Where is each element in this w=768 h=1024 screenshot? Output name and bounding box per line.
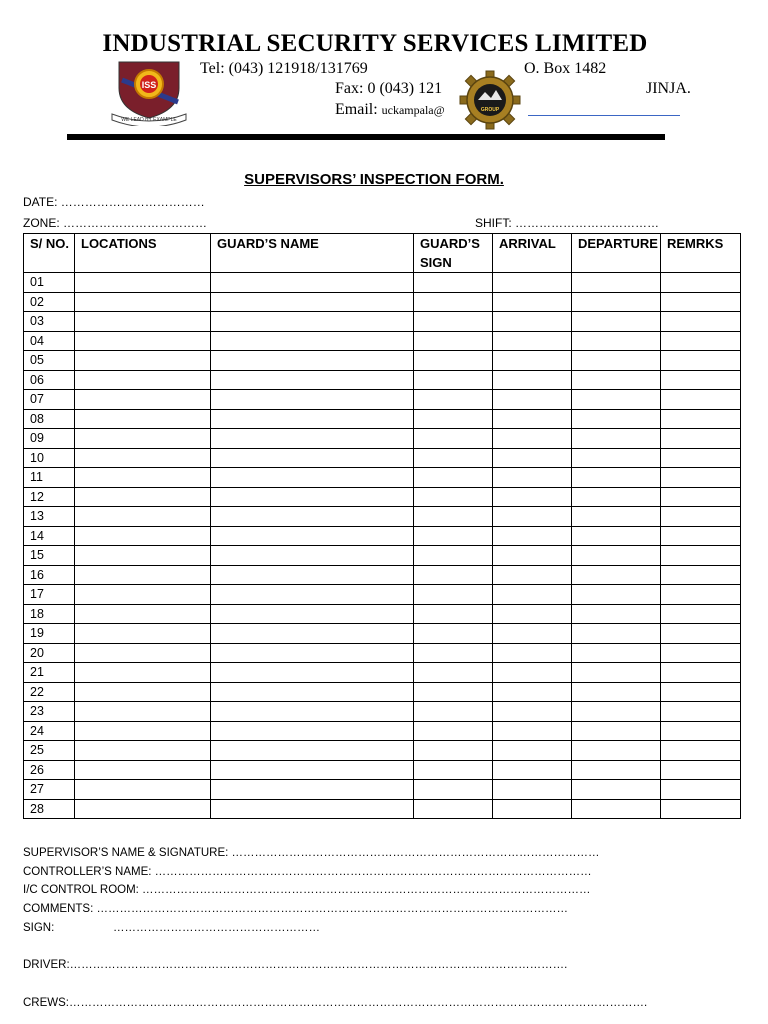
guard-name-cell[interactable]: [211, 604, 414, 624]
arrival-cell[interactable]: [493, 448, 572, 468]
supervisor-signature-line[interactable]: SUPERVISOR’S NAME & SIGNATURE: ……………………………………………………………………………………: [23, 847, 600, 859]
row-number: 04: [24, 331, 75, 351]
row-number: 12: [24, 487, 75, 507]
form-title: SUPERVISORS’ INSPECTION FORM.: [244, 171, 504, 188]
guard-sign-cell[interactable]: [414, 468, 493, 488]
row-number: 22: [24, 682, 75, 702]
arrival-cell[interactable]: [493, 702, 572, 722]
departure-cell[interactable]: [572, 370, 661, 390]
departure-cell[interactable]: [572, 565, 661, 585]
remarks-cell[interactable]: [661, 507, 741, 527]
guard-sign-cell[interactable]: [414, 507, 493, 527]
guard-name-cell[interactable]: [211, 565, 414, 585]
header-locations: LOCATIONS: [75, 234, 211, 273]
guard-name-cell[interactable]: [211, 390, 414, 410]
remarks-cell[interactable]: [661, 351, 741, 371]
email: [335, 101, 445, 119]
remarks-cell[interactable]: [661, 370, 741, 390]
location-cell[interactable]: [75, 526, 211, 546]
departure-cell[interactable]: [572, 273, 661, 293]
guard-name-cell[interactable]: [211, 760, 414, 780]
location-cell[interactable]: [75, 565, 211, 585]
group-logo: [458, 70, 522, 130]
departure-cell[interactable]: [572, 409, 661, 429]
guard-name-cell[interactable]: [211, 526, 414, 546]
arrival-cell[interactable]: [493, 487, 572, 507]
shift-field[interactable]: SHIFT: ………………………………: [475, 216, 660, 230]
departure-cell[interactable]: [572, 760, 661, 780]
row-number: 20: [24, 643, 75, 663]
guard-sign-cell[interactable]: [414, 721, 493, 741]
row-number: 06: [24, 370, 75, 390]
guard-sign-cell[interactable]: [414, 429, 493, 449]
arrival-cell[interactable]: [493, 370, 572, 390]
remarks-cell[interactable]: [661, 741, 741, 761]
departure-cell[interactable]: [572, 682, 661, 702]
arrival-cell[interactable]: [493, 546, 572, 566]
row-number: 08: [24, 409, 75, 429]
remarks-cell[interactable]: [661, 643, 741, 663]
guard-name-cell[interactable]: [211, 429, 414, 449]
guard-sign-cell[interactable]: [414, 780, 493, 800]
remarks-cell[interactable]: [661, 487, 741, 507]
location-cell[interactable]: [75, 624, 211, 644]
table-row: [24, 624, 741, 644]
guard-name-cell[interactable]: [211, 370, 414, 390]
departure-cell[interactable]: [572, 585, 661, 605]
row-number: 11: [24, 468, 75, 488]
location-cell[interactable]: [75, 546, 211, 566]
departure-cell[interactable]: [572, 624, 661, 644]
guard-name-cell[interactable]: [211, 741, 414, 761]
departure-cell[interactable]: [572, 741, 661, 761]
remarks-cell[interactable]: [661, 312, 741, 332]
guard-sign-cell[interactable]: [414, 682, 493, 702]
table-row: [24, 741, 741, 761]
departure-cell[interactable]: [572, 292, 661, 312]
arrival-cell[interactable]: [493, 312, 572, 332]
location-cell[interactable]: [75, 682, 211, 702]
header-departure: DEPARTURE: [572, 234, 661, 273]
guard-name-cell[interactable]: [211, 312, 414, 332]
departure-cell[interactable]: [572, 429, 661, 449]
row-number: 05: [24, 351, 75, 371]
table-row: [24, 390, 741, 410]
guard-name-cell[interactable]: [211, 468, 414, 488]
row-number: 17: [24, 585, 75, 605]
departure-cell[interactable]: [572, 721, 661, 741]
arrival-cell[interactable]: [493, 331, 572, 351]
remarks-cell[interactable]: [661, 780, 741, 800]
guard-name-cell[interactable]: [211, 682, 414, 702]
guard-sign-cell[interactable]: [414, 663, 493, 683]
location-cell[interactable]: [75, 331, 211, 351]
table-row: [24, 331, 741, 351]
location-cell[interactable]: [75, 760, 211, 780]
arrival-cell[interactable]: [493, 604, 572, 624]
guard-name-cell[interactable]: [211, 624, 414, 644]
arrival-cell[interactable]: [493, 351, 572, 371]
location-cell[interactable]: [75, 292, 211, 312]
table-body: [24, 273, 741, 819]
remarks-cell[interactable]: [661, 409, 741, 429]
remarks-cell[interactable]: [661, 390, 741, 410]
remarks-cell[interactable]: [661, 585, 741, 605]
table-row: [24, 721, 741, 741]
row-number: 03: [24, 312, 75, 332]
header-remarks: REMRKS: [661, 234, 741, 273]
location-cell[interactable]: [75, 273, 211, 293]
guard-sign-cell[interactable]: [414, 741, 493, 761]
arrival-cell[interactable]: [493, 682, 572, 702]
table-row: [24, 351, 741, 371]
guard-name-cell[interactable]: [211, 448, 414, 468]
location-cell[interactable]: [75, 721, 211, 741]
city: JINJA.: [646, 80, 691, 97]
remarks-cell[interactable]: [661, 448, 741, 468]
row-number: 10: [24, 448, 75, 468]
arrival-cell[interactable]: [493, 526, 572, 546]
location-cell[interactable]: [75, 487, 211, 507]
departure-cell[interactable]: [572, 468, 661, 488]
table-row: [24, 780, 741, 800]
header-arrival: ARRIVAL: [493, 234, 572, 273]
arrival-cell[interactable]: [493, 643, 572, 663]
table-row: [24, 487, 741, 507]
table-row: [24, 585, 741, 605]
departure-cell[interactable]: [572, 331, 661, 351]
location-cell[interactable]: [75, 409, 211, 429]
guard-sign-cell[interactable]: [414, 448, 493, 468]
email-underline: [528, 115, 680, 116]
fax: Fax: 0 (043) 121: [335, 80, 443, 97]
table-row: [24, 546, 741, 566]
table-row: [24, 682, 741, 702]
location-cell[interactable]: [75, 448, 211, 468]
remarks-cell[interactable]: [661, 526, 741, 546]
guard-sign-cell[interactable]: [414, 312, 493, 332]
departure-cell[interactable]: [572, 526, 661, 546]
row-number: 28: [24, 799, 75, 819]
remarks-cell[interactable]: [661, 292, 741, 312]
table-row: [24, 565, 741, 585]
guard-sign-cell[interactable]: [414, 390, 493, 410]
guard-name-cell[interactable]: [211, 351, 414, 371]
remarks-cell[interactable]: [661, 604, 741, 624]
table-row: [24, 429, 741, 449]
location-cell[interactable]: [75, 741, 211, 761]
sign-line[interactable]: ………………………………………………: [113, 922, 320, 934]
po-box: O. Box 1482: [524, 60, 607, 77]
guard-sign-cell[interactable]: [414, 799, 493, 819]
location-cell[interactable]: [75, 468, 211, 488]
table-row: [24, 448, 741, 468]
comments-line[interactable]: COMMENTS: ……………………………………………………………………………………………………………: [23, 903, 568, 915]
arrival-cell[interactable]: [493, 663, 572, 683]
location-cell[interactable]: [75, 663, 211, 683]
location-cell[interactable]: [75, 585, 211, 605]
guard-name-cell[interactable]: [211, 292, 414, 312]
guard-sign-cell[interactable]: [414, 273, 493, 293]
arrival-cell[interactable]: [493, 721, 572, 741]
departure-cell[interactable]: [572, 702, 661, 722]
crews-line[interactable]: CREWS:…………………………………………………………………………………………………………………………………….: [23, 997, 648, 1009]
table-row: [24, 292, 741, 312]
date-field[interactable]: DATE: ………………………………: [23, 195, 205, 209]
svg-text:WE LEAD BY EXAMPLE: WE LEAD BY EXAMPLE: [121, 117, 177, 123]
row-number: 26: [24, 760, 75, 780]
guard-name-cell[interactable]: [211, 331, 414, 351]
table-row: [24, 760, 741, 780]
guard-sign-cell[interactable]: [414, 604, 493, 624]
row-number: 01: [24, 273, 75, 293]
controller-name-line[interactable]: CONTROLLER’S NAME: ……………………………………………………………………………………………………: [23, 866, 592, 878]
table-row: [24, 273, 741, 293]
departure-cell[interactable]: [572, 351, 661, 371]
departure-cell[interactable]: [572, 663, 661, 683]
location-cell[interactable]: [75, 799, 211, 819]
departure-cell[interactable]: [572, 312, 661, 332]
location-cell[interactable]: [75, 370, 211, 390]
departure-cell[interactable]: [572, 799, 661, 819]
guard-sign-cell[interactable]: [414, 565, 493, 585]
guard-sign-cell[interactable]: [414, 351, 493, 371]
table-row: [24, 643, 741, 663]
table-row: [24, 312, 741, 332]
arrival-cell[interactable]: [493, 429, 572, 449]
guard-name-cell[interactable]: [211, 546, 414, 566]
remarks-cell[interactable]: [661, 468, 741, 488]
guard-sign-cell[interactable]: [414, 760, 493, 780]
row-number: 19: [24, 624, 75, 644]
guard-name-cell[interactable]: [211, 799, 414, 819]
guard-name-cell[interactable]: [211, 780, 414, 800]
departure-cell[interactable]: [572, 487, 661, 507]
row-number: 25: [24, 741, 75, 761]
guard-sign-cell[interactable]: [414, 643, 493, 663]
header-guard-name: GUARD’S NAME: [211, 234, 414, 273]
arrival-cell[interactable]: [493, 780, 572, 800]
departure-cell[interactable]: [572, 643, 661, 663]
row-number: 13: [24, 507, 75, 527]
guard-name-cell[interactable]: [211, 721, 414, 741]
guard-name-cell[interactable]: [211, 409, 414, 429]
row-number: 16: [24, 565, 75, 585]
remarks-cell[interactable]: [661, 682, 741, 702]
arrival-cell[interactable]: [493, 741, 572, 761]
guard-sign-cell[interactable]: [414, 526, 493, 546]
departure-cell[interactable]: [572, 604, 661, 624]
location-cell[interactable]: [75, 390, 211, 410]
table-row: [24, 370, 741, 390]
guard-sign-cell[interactable]: [414, 370, 493, 390]
header-guard-sign: GUARD’S SIGN: [414, 234, 493, 273]
location-cell[interactable]: [75, 312, 211, 332]
telephone: Tel: (043) 121918/131769: [200, 60, 368, 77]
arrival-cell[interactable]: [493, 273, 572, 293]
row-number: 21: [24, 663, 75, 683]
row-number: 18: [24, 604, 75, 624]
guard-name-cell[interactable]: [211, 643, 414, 663]
email-value: uckampala@: [381, 103, 445, 117]
location-cell[interactable]: [75, 604, 211, 624]
arrival-cell[interactable]: [493, 799, 572, 819]
arrival-cell[interactable]: [493, 292, 572, 312]
guard-name-cell[interactable]: [211, 702, 414, 722]
guard-sign-cell[interactable]: [414, 546, 493, 566]
table-row: [24, 702, 741, 722]
remarks-cell[interactable]: [661, 565, 741, 585]
guard-name-cell[interactable]: [211, 585, 414, 605]
remarks-cell[interactable]: [661, 273, 741, 293]
arrival-cell[interactable]: [493, 507, 572, 527]
inspection-table: [23, 233, 741, 819]
guard-sign-cell[interactable]: [414, 487, 493, 507]
arrival-cell[interactable]: [493, 390, 572, 410]
driver-line[interactable]: DRIVER:………………………………………………………………………………………………………………….: [23, 959, 568, 971]
arrival-cell[interactable]: [493, 760, 572, 780]
departure-cell[interactable]: [572, 448, 661, 468]
zone-field[interactable]: ZONE: ………………………………: [23, 216, 208, 230]
table-row: [24, 507, 741, 527]
remarks-cell[interactable]: [661, 331, 741, 351]
row-number: 15: [24, 546, 75, 566]
location-cell[interactable]: [75, 429, 211, 449]
guard-name-cell[interactable]: [211, 273, 414, 293]
remarks-cell[interactable]: [661, 624, 741, 644]
guard-sign-cell[interactable]: [414, 624, 493, 644]
table-row: [24, 468, 741, 488]
email-label: Email:: [335, 101, 378, 118]
header-sno: S/ NO.: [24, 234, 75, 273]
remarks-cell[interactable]: [661, 760, 741, 780]
table-row: [24, 409, 741, 429]
guard-name-cell[interactable]: [211, 663, 414, 683]
departure-cell[interactable]: [572, 780, 661, 800]
company-name: INDUSTRIAL SECURITY SERVICES LIMITED: [102, 30, 648, 57]
guard-sign-cell[interactable]: [414, 409, 493, 429]
row-number: 14: [24, 526, 75, 546]
location-cell[interactable]: [75, 351, 211, 371]
remarks-cell[interactable]: [661, 799, 741, 819]
row-number: 09: [24, 429, 75, 449]
remarks-cell[interactable]: [661, 429, 741, 449]
header-rule: [67, 134, 665, 140]
table-row: [24, 526, 741, 546]
location-cell[interactable]: [75, 507, 211, 527]
row-number: 07: [24, 390, 75, 410]
guard-sign-cell[interactable]: [414, 585, 493, 605]
guard-name-cell[interactable]: [211, 487, 414, 507]
departure-cell[interactable]: [572, 546, 661, 566]
guard-name-cell[interactable]: [211, 507, 414, 527]
location-cell[interactable]: [75, 643, 211, 663]
row-number: 24: [24, 721, 75, 741]
table-row: [24, 799, 741, 819]
sign-label: SIGN:: [23, 922, 55, 934]
departure-cell[interactable]: [572, 390, 661, 410]
location-cell[interactable]: [75, 702, 211, 722]
remarks-cell[interactable]: [661, 721, 741, 741]
arrival-cell[interactable]: [493, 468, 572, 488]
table-row: [24, 663, 741, 683]
guard-sign-cell[interactable]: [414, 331, 493, 351]
svg-text:GROUP: GROUP: [480, 107, 500, 113]
svg-text:ISS: ISS: [141, 80, 157, 90]
row-number: 27: [24, 780, 75, 800]
arrival-cell[interactable]: [493, 409, 572, 429]
remarks-cell[interactable]: [661, 663, 741, 683]
ic-control-room-line[interactable]: I/C CONTROL ROOM: ………………………………………………………………………………………………………: [23, 884, 591, 896]
arrival-cell[interactable]: [493, 565, 572, 585]
table-row: [24, 604, 741, 624]
remarks-cell[interactable]: [661, 702, 741, 722]
guard-sign-cell[interactable]: [414, 292, 493, 312]
arrival-cell[interactable]: [493, 585, 572, 605]
departure-cell[interactable]: [572, 507, 661, 527]
arrival-cell[interactable]: [493, 624, 572, 644]
row-number: 23: [24, 702, 75, 722]
location-cell[interactable]: [75, 780, 211, 800]
row-number: 02: [24, 292, 75, 312]
guard-sign-cell[interactable]: [414, 702, 493, 722]
company-logo: [108, 58, 190, 126]
table-header-row: [24, 234, 741, 273]
remarks-cell[interactable]: [661, 546, 741, 566]
